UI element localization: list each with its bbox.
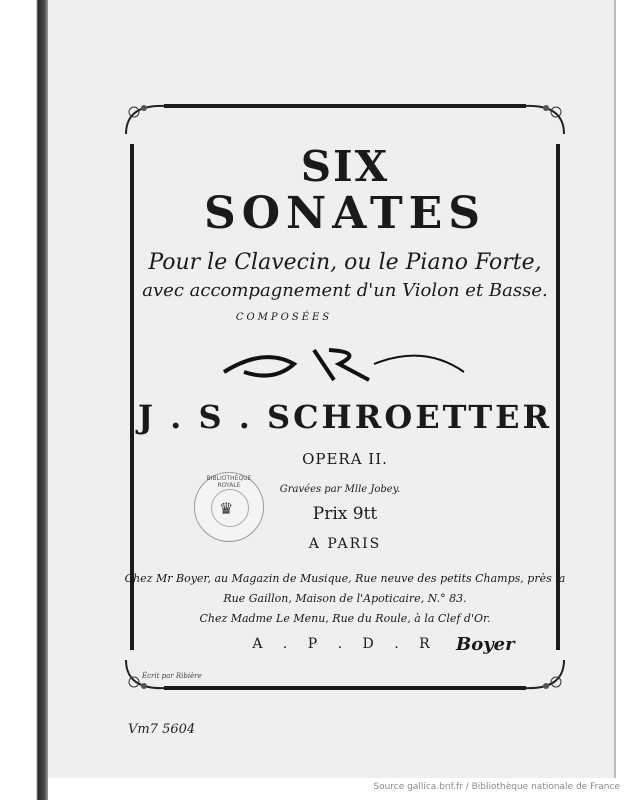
library-stamp [194,472,264,542]
title-six: SIX [300,142,390,191]
call-number: Vm7 5604 [128,722,196,737]
engraver-credit: Gravées par Mlle Jobey. [279,484,401,495]
instrument-line: Pour le Clavecin, ou le Piano Forte, [148,250,542,275]
address-line-1: Chez Mr Boyer, au Magazin de Musique, Rue neuve des petits Champs, près la [124,572,566,585]
opus-number: OPERA II. [302,450,388,468]
composees-label: COMPOSÉES [235,312,333,323]
accompaniment-line: avec accompagnement d'un Violon et Basse. [142,280,548,301]
floral-corner-icon [120,98,170,138]
border-bottom [164,686,526,690]
publisher-signature: Boyer [456,634,515,655]
address-line-3: Chez Madme Le Menu, Rue du Roule, à la Clef d'Or. [199,612,491,625]
border-top [164,104,526,108]
floral-corner-icon [520,656,570,696]
crown-icon: ♛ [219,499,234,518]
engraver-note: Écrit par Ribière [142,672,202,680]
scan-binding-edge [0,0,48,800]
privilege-mark: A . P . D . R [252,636,438,652]
floral-corner-icon [520,98,570,138]
par-flourish-icon [124,342,566,388]
price: Prix 9tt [312,504,378,524]
composer-name: J . S . SCHROETTER [137,398,553,436]
city: A PARIS [308,536,382,552]
source-credit: Source gallica.bnf.fr / Bibliothèque nationale de France [373,782,620,792]
title-sonates: SONATES [203,188,487,239]
stamp-text: BIBLIOTHÈQUE ROYALE [206,475,252,489]
address-line-2: Rue Gaillon, Maison de l'Apoticaire, N.° 83. [223,592,467,605]
